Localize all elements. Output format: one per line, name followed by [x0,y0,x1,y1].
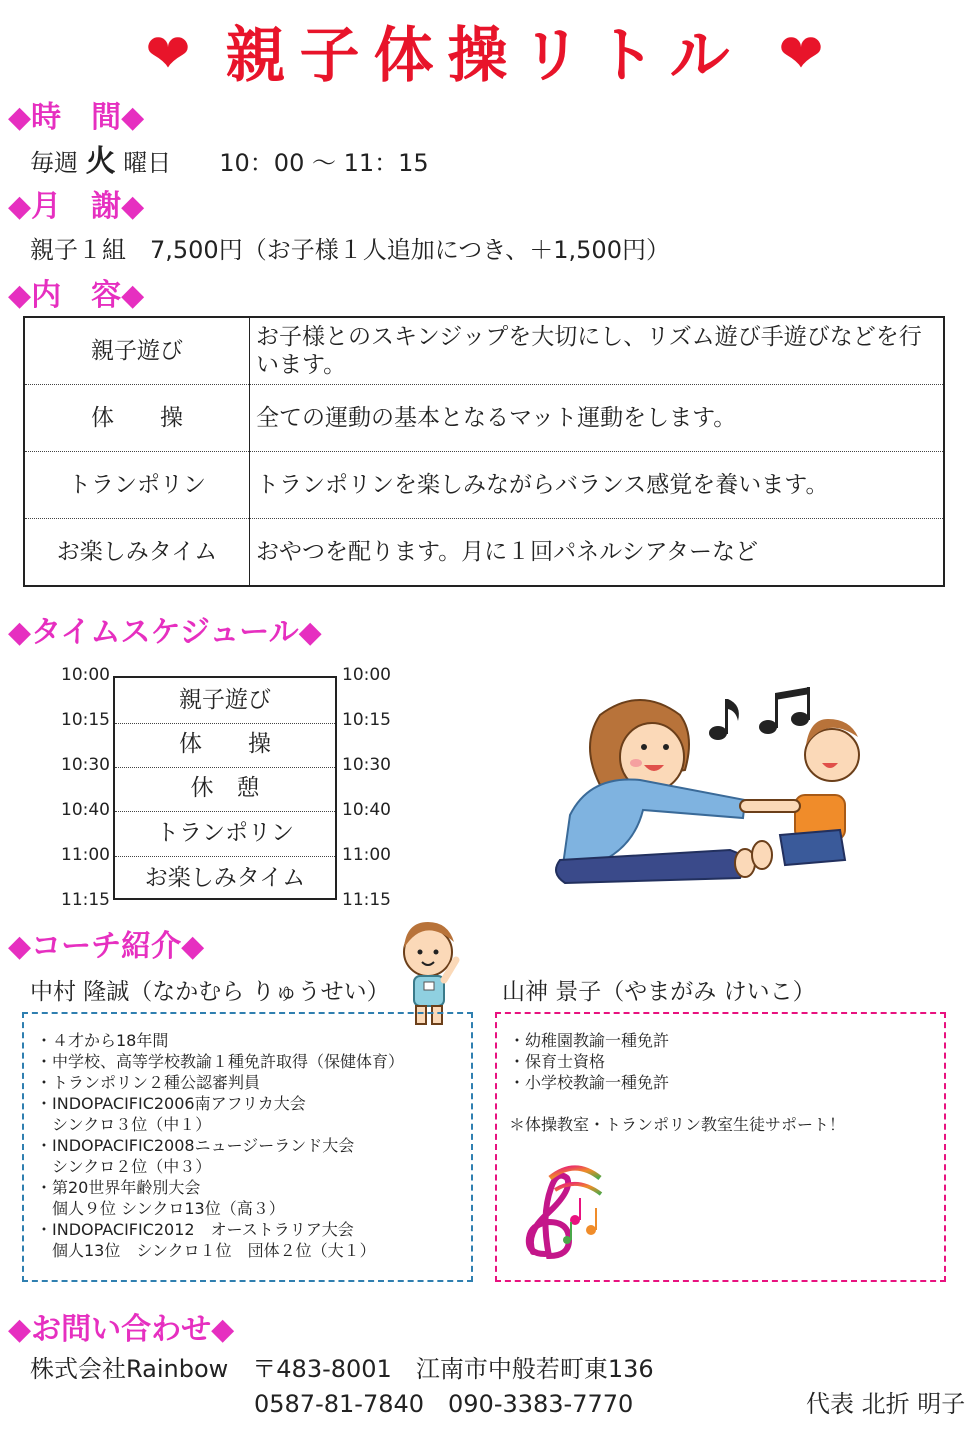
list-item: ＊体操教室・トランポリン教室生徒サポート！ [509,1115,846,1134]
time-label: 10:00 [342,665,391,685]
section-heading-schedule: ◆タイムスケジュール◆ [8,615,322,650]
section-heading-content: ◆内 容◆ [8,278,145,313]
list-item: ・トランポリン２種公認審判員 [36,1073,261,1092]
table-row [24,317,944,385]
page-title: ❤ 親子体操リトル ❤ [145,21,824,91]
coach-name-2: 山神 景子（やまがみ けいこ） [502,979,816,1005]
time-label: 10:15 [342,710,391,730]
content-desc: トランポリンを楽しみながらバランス感覚を養います。 [250,452,945,519]
time-label: 10:40 [61,800,110,820]
list-item: ・中学校、高等学校教諭１種免許取得（保健体育） [36,1052,405,1071]
list-item: 個人13位 シンクロ１位 団体２位（大１） [36,1241,376,1260]
list-item: 個人９位 シンクロ13位（高３） [36,1199,285,1218]
parent-child-illustration [540,685,860,895]
schedule-table [113,676,337,900]
music-note-icon [709,687,810,740]
schedule-row: トランポリン [115,811,335,857]
list-item: ・INDOPACIFIC2006南アフリカ大会 [36,1094,306,1113]
list-item: シンクロ２位（中３） [36,1157,212,1176]
list-item: ・INDOPACIFIC2008ニュージーランド大会 [36,1136,355,1155]
phone-numbers: 0587-81-7840 090-3383-7770 [254,1390,634,1418]
schedule-row: お楽しみタイム [144,865,306,891]
content-desc: お子様とのスキンジップを大切にし、リズム遊び手遊びなどを行います。 [250,317,945,385]
music-clef-icon [515,1158,605,1264]
time-label: 10:40 [342,800,391,820]
content-label: 親子遊び [24,317,250,385]
schedule-row: 休 憩 [115,766,335,812]
time-label: 11:00 [342,845,391,865]
content-label: 体 操 [24,385,250,452]
coach-name-1: 中村 隆誠（なかむら りゅうせい） [30,979,390,1005]
schedule-row: 体 操 [115,722,335,768]
representative: 代表 北折 明子 [806,1390,966,1418]
list-item: ・小学校教諭一種免許 [509,1073,670,1092]
time-label: 11:15 [342,890,391,910]
heart-icon: ❤ [778,22,824,85]
time-label: 10:30 [61,755,110,775]
time-label: 10:15 [61,710,110,730]
section-heading-contact: ◆お問い合わせ◆ [8,1312,235,1347]
time-info: 毎週 火 曜日 10：00 ～ 11：15 [30,144,429,179]
time-label: 11:00 [61,845,110,865]
schedule-row: 親子遊び [115,678,335,724]
list-item [509,1093,934,1114]
list-item: ・幼稚園教諭一種免許 [509,1031,670,1050]
table-row [24,519,944,587]
list-item: ・保育士資格 [509,1052,606,1071]
list-item: ・第20世界年齢別大会 [36,1178,201,1197]
list-item: ・４才から18年間 [36,1031,169,1050]
time-label: 10:30 [342,755,391,775]
coach-profile-1 [22,1012,473,1282]
table-row [24,385,944,452]
list-item: ・INDOPACIFIC2012 オーストラリア大会 [36,1220,354,1239]
section-heading-fee: ◆月 謝◆ [8,189,145,224]
day-of-week: 火 [85,144,116,179]
content-label: トランポリン [24,452,250,519]
content-table [23,316,945,587]
fee-info: 親子１組 7,500円（お子様１人追加につき、＋1,500円） [30,236,670,264]
time-label: 11:15 [61,890,110,910]
heart-icon: ❤ [145,22,191,85]
table-row [24,452,944,519]
time-label: 10:00 [61,665,110,685]
content-label: お楽しみタイム [24,519,250,587]
section-heading-coach: ◆コーチ紹介◆ [8,929,205,964]
section-heading-time: ◆時 間◆ [8,100,145,135]
list-item: シンクロ３位（中１） [36,1115,212,1134]
company-address: 株式会社Rainbow 〒483-8001 江南市中般若町東136 [30,1355,654,1383]
content-desc: おやつを配ります。月に１回パネルシアターなど [256,539,758,565]
content-desc: 全ての運動の基本となるマット運動をします。 [250,385,945,452]
